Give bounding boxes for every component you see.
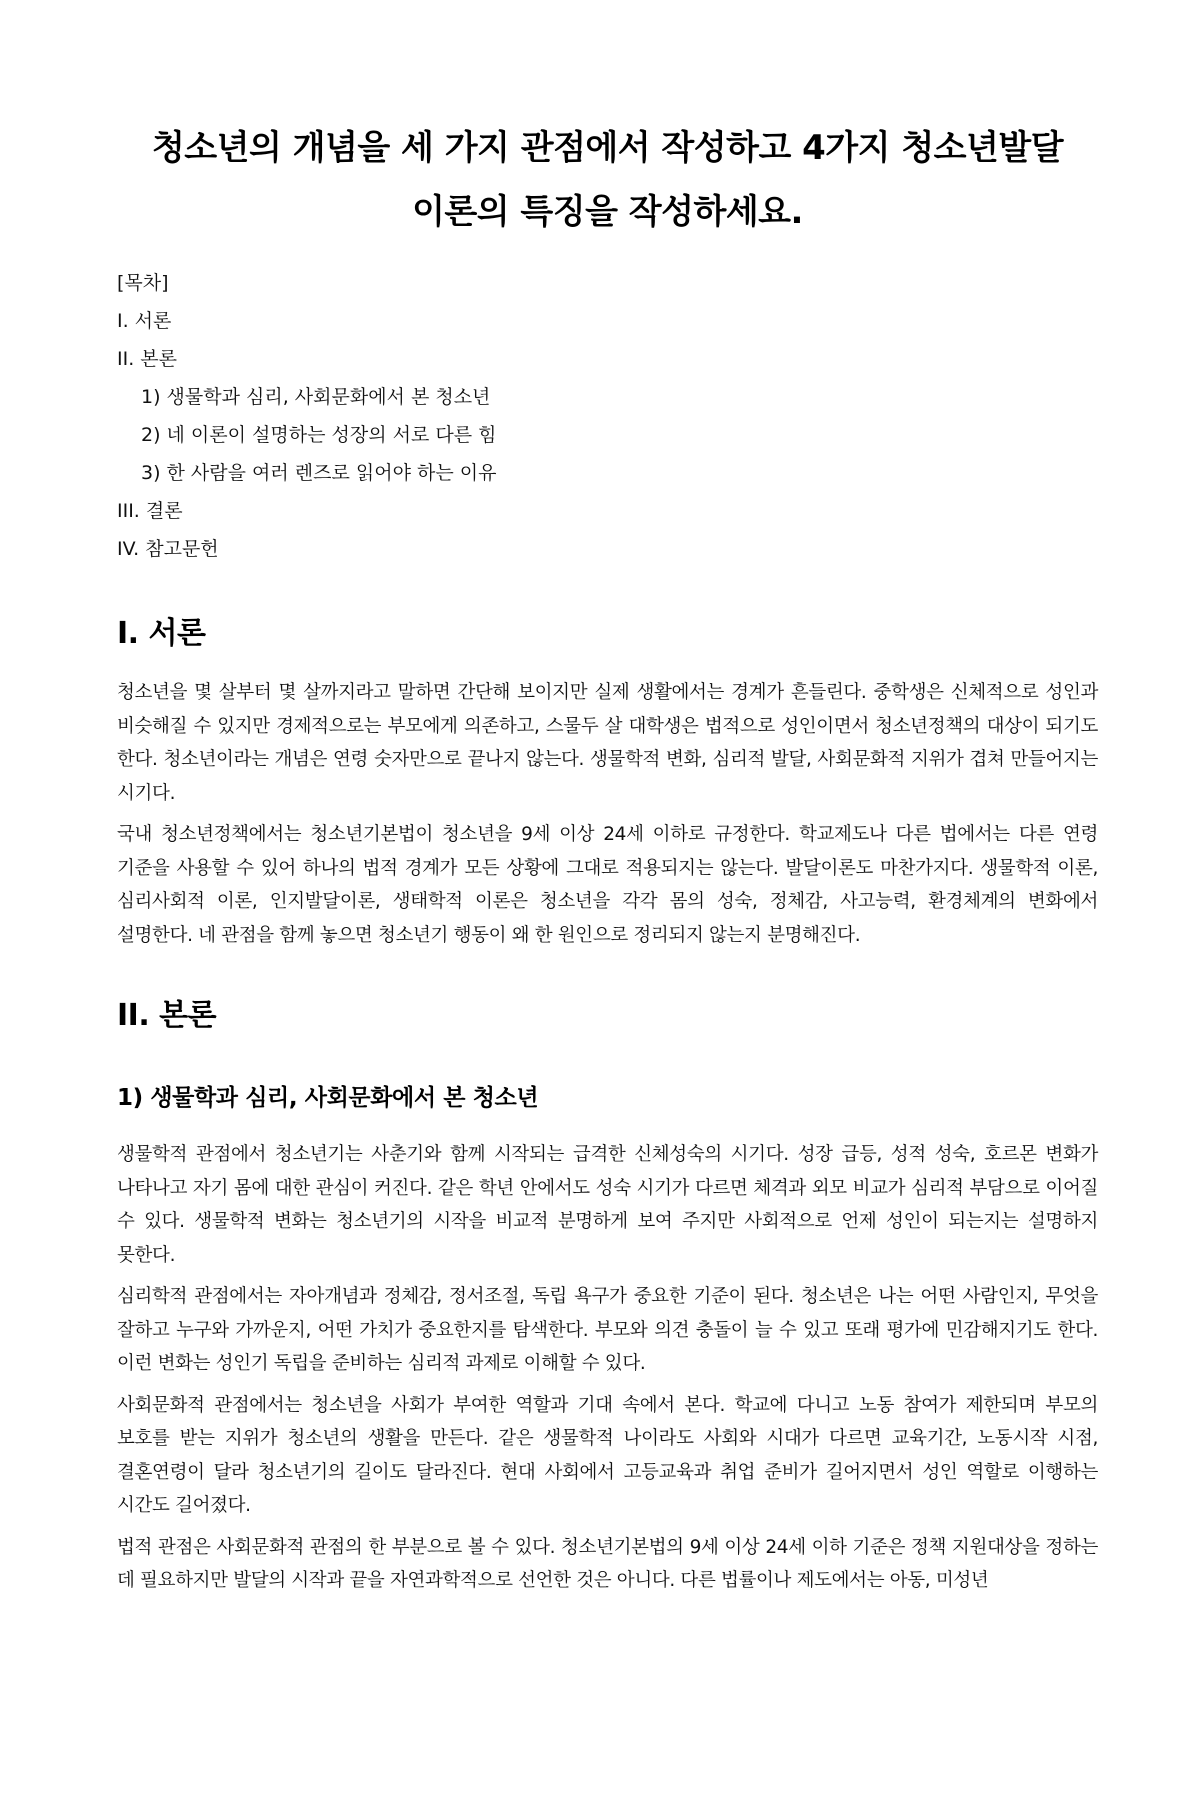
- title-line-2: 이론의 특징을 작성하세요.: [412, 192, 803, 232]
- toc-item: II. 본론: [117, 348, 177, 370]
- toc-item: IV. 참고문헌: [117, 538, 219, 560]
- paragraph: 사회문화적 관점에서는 청소년을 사회가 부여한 역할과 기대 속에서 본다. 학교에 다니고 노동 참여가 제한되며 부모의 보호를 받는 지위가 청소년의 생활을 만든다. 같은 생물학적 나이라도 사회와 시대가 다르면 교육기간, 노동시작 시점, 결혼연령이 달라 청소년기의 길이도 달라진다. 현대 사회에서 고등교육과 취업 준비가 길어지면서 성인 역할로 이행하는 시간도 길어졌다.: [117, 1394, 1098, 1516]
- section-heading-intro: I. 서론: [117, 616, 206, 651]
- section-heading-body: II. 본론: [117, 998, 217, 1033]
- toc-item: I. 서론: [117, 310, 172, 332]
- toc-item: III. 결론: [117, 500, 183, 522]
- toc-heading: [목차]: [117, 272, 169, 294]
- paragraph: 생물학적 관점에서 청소년기는 사춘기와 함께 시작되는 급격한 신체성숙의 시기다. 성장 급등, 성적 성숙, 호르몬 변화가 나타나고 자기 몸에 대한 관심이 커진다. 같은 학년 안에서도 성숙 시기가 다르면 체격과 외모 비교가 심리적 부담으로 이어질 수 있다. 생물학적 변화는 청소년기의 시작을 비교적 분명하게 보여 주지만 사회적으로 언제 성인이 되는지는 설명하지 못한다.: [117, 1144, 1098, 1266]
- document-page: [0, 116, 1200, 1812]
- toc-subitem: 1) 생물학과 심리, 사회문화에서 본 청소년: [141, 386, 491, 408]
- paragraph: 심리학적 관점에서는 자아개념과 정체감, 정서조절, 독립 욕구가 중요한 기준이 된다. 청소년은 나는 어떤 사람인지, 무엇을 잘하고 누구와 가까운지, 어떤 가치가 중요한지를 탐색한다. 부모와 의견 충돌이 늘 수 있고 또래 평가에 민감해지기도 한다. 이런 변화는 성인기 독립을 준비하는 심리적 과제로 이해할 수 있다.: [117, 1286, 1098, 1374]
- paragraph: 청소년을 몇 살부터 몇 살까지라고 말하면 간단해 보이지만 실제 생활에서는 경계가 흔들린다. 중학생은 신체적으로 성인과 비슷해질 수 있지만 경제적으로는 부모에게 의존하고, 스물두 살 대학생은 법적으로 성인이면서 청소년정책의 대상이 되기도 한다. 청소년이라는 개념은 연령 숫자만으로 끝나지 않는다. 생물학적 변화, 심리적 발달, 사회문화적 지위가 겹쳐 만들어지는 시기다.: [117, 682, 1098, 804]
- document-title: [117, 116, 1098, 244]
- table-of-contents: [117, 264, 1098, 568]
- paragraph: 법적 관점은 사회문화적 관점의 한 부분으로 볼 수 있다. 청소년기본법의 9세 이상 24세 이하 기준은 정책 지원대상을 정하는 데 필요하지만 발달의 시작과 끝을 자연과학적으로 선언한 것은 아니다. 다른 법률이나 제도에서는 아동, 미성년: [117, 1536, 1098, 1591]
- title-line-1: 청소년의 개념을 세 가지 관점에서 작성하고 4가지 청소년발달: [151, 128, 1064, 168]
- toc-subitem: 3) 한 사람을 여러 렌즈로 읽어야 하는 이유: [141, 462, 497, 484]
- toc-subitem: 2) 네 이론이 설명하는 성장의 서로 다른 힘: [141, 424, 497, 446]
- subsection-heading: 1) 생물학과 심리, 사회문화에서 본 청소년: [117, 1085, 539, 1111]
- paragraph: 국내 청소년정책에서는 청소년기본법이 청소년을 9세 이상 24세 이하로 규정한다. 학교제도나 다른 법에서는 다른 연령 기준을 사용할 수 있어 하나의 법적 경계가 모든 상황에 그대로 적용되지는 않는다. 발달이론도 마찬가지다. 생물학적 이론, 심리사회적 이론, 인지발달이론, 생태학적 이론은 청소년을 각각 몸의 성숙, 정체감, 사고능력, 환경체계의 변화에서 설명한다. 네 관점을 함께 놓으면 청소년기 행동이 왜 한 원인으로 정리되지 않는지 분명해진다.: [117, 824, 1098, 946]
